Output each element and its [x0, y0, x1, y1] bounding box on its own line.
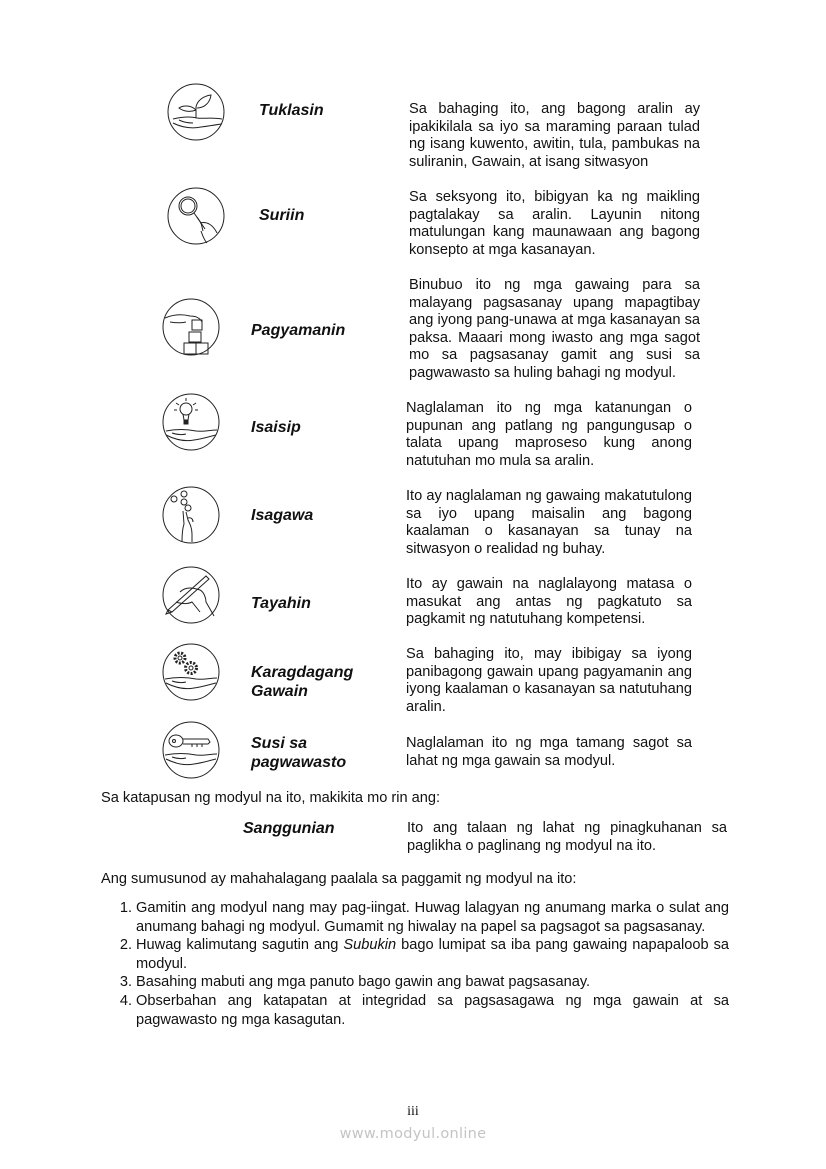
hand-with-lightbulb-icon: [162, 393, 220, 451]
hand-with-gear-nuts-icon: [162, 486, 220, 544]
section-description-susi-sa-pagwawasto: Naglalaman ito ng mga tamang sagot sa lahat ng mga gawain sa modyul.: [406, 735, 692, 769]
section-label-sanggunian: Sanggunian: [243, 820, 335, 837]
list-text: Basahing mabuti ang mga panuto bago gawin ang bawat pagsasanay.: [136, 974, 591, 991]
section-description-sanggunian: Ito ang talaan ng lahat ng pinagkuhanan sa paglikha o paglinang ng modyul na ito.: [407, 820, 727, 854]
section-label-karagdagang-gawain: [251, 663, 353, 701]
hand-with-magnifying-glass-icon: [167, 187, 225, 245]
section-description-tuklasin: Sa bahaging ito, ang bagong aralin ay ipakikilala sa iyo sa maraming paraan tulad ng isang kuwento, awitin, tula, pambukas na suliranin, Gawain, at isang sitwasyon: [409, 101, 700, 170]
list-item: [101, 936, 729, 973]
end-intro-text: Sa katapusan ng modyul na ito, makikita mo rin ang:: [101, 790, 441, 806]
section-label-pagyamanin: Pagyamanin: [251, 322, 346, 339]
list-number: 3.: [119, 974, 133, 991]
section-label-line2: pagwawasto: [251, 754, 347, 771]
section-description-karagdagang-gawain: Sa bahaging ito, may ibibigay sa iyong panibagong gawain upang pagyamanin ang iyong kaalaman o kasanayan sa natutuhang aralin.: [406, 646, 692, 715]
section-description-pagyamanin: Binubuo ito ng mga gawaing para sa malayang pagsasanay upang mapagtibay ang iyong pang-unawa at mga kasanayan sa paksa. Maaari mong iwasto ang mga sagot mo sa pagsasanay gamit ang susi sa pagwawasto sa huling bahagi ng modyul.: [409, 277, 700, 381]
section-label-suriin: Suriin: [259, 207, 305, 224]
page-number: iii: [407, 1104, 419, 1119]
hand-with-seedling-icon: [167, 83, 225, 141]
reminders-intro-text: Ang sumusunod ay mahahalagang paalala sa paggamit ng modyul na ito:: [101, 871, 577, 887]
section-description-isagawa: Ito ay naglalaman ng gawaing makatutulong sa iyo upang maisalin ang bagong kaalaman o kasanayan sa tunay na sitwasyon o realidad ng buhay.: [406, 488, 692, 557]
section-label-line1: Karagdagang: [251, 664, 354, 681]
list-item: [101, 899, 729, 936]
reminders-list: [101, 899, 729, 1029]
section-label-isaisip: Isaisip: [251, 419, 301, 436]
section-description-suriin: Sa seksyong ito, bibigyan ka ng maikling pagtalakay sa aralin. Layunin nitong matulungan kang maunawaan ang bagong konsepto at mga kasanayan.: [409, 189, 700, 258]
section-label-line1: Susi sa: [251, 735, 308, 752]
hand-stacking-blocks-icon: [162, 298, 220, 356]
section-description-isaisip: Naglalaman ito ng mga katanungan o pupunan ang patlang ng pangungusap o talata upang maproseso kung anong natutuhan mo mula sa aralin.: [406, 400, 692, 469]
list-item: [101, 973, 729, 992]
section-label-isagawa: Isagawa: [251, 507, 314, 524]
section-label-tayahin: Tayahin: [251, 595, 311, 612]
section-label-line2: Gawain: [251, 683, 308, 700]
section-label-tuklasin: Tuklasin: [259, 102, 324, 119]
list-text: Obserbahan ang katapatan at integridad sa pagsasagawa ng mga gawain at sa pagwawasto ng mga kasagutan.: [136, 992, 729, 1028]
list-number: 1.: [119, 900, 133, 916]
hand-writing-with-pen-icon: [162, 566, 220, 624]
list-text-emphasis: Subukin: [343, 937, 397, 954]
list-text-after: bago lumipat sa iba pang gawaing napapaloob sa modyul.: [136, 937, 729, 972]
hand-with-key-icon: [162, 721, 220, 779]
list-number: 4.: [119, 992, 133, 1009]
list-text: Gamitin ang modyul nang may pag-iingat. Huwag lalagyan ng anumang marka o sulat ang anumang bahagi ng modyul. Gumamit ng hiwalay na papel sa pagsagot sa pagsasanay.: [136, 900, 729, 935]
list-text-before: Huwag kalimutang sagutin ang: [136, 937, 344, 954]
hand-with-gears-icon: [162, 643, 220, 701]
section-label-susi-sa-pagwawasto: [251, 734, 346, 772]
list-number: 2.: [119, 937, 133, 954]
list-item: [101, 992, 729, 1029]
section-description-tayahin: Ito ay gawain na naglalayong matasa o masukat ang antas ng pagkatuto sa pagkamit ng natutuhang kompetensi.: [406, 576, 692, 628]
watermark: www.modyul.online: [339, 1126, 487, 1142]
